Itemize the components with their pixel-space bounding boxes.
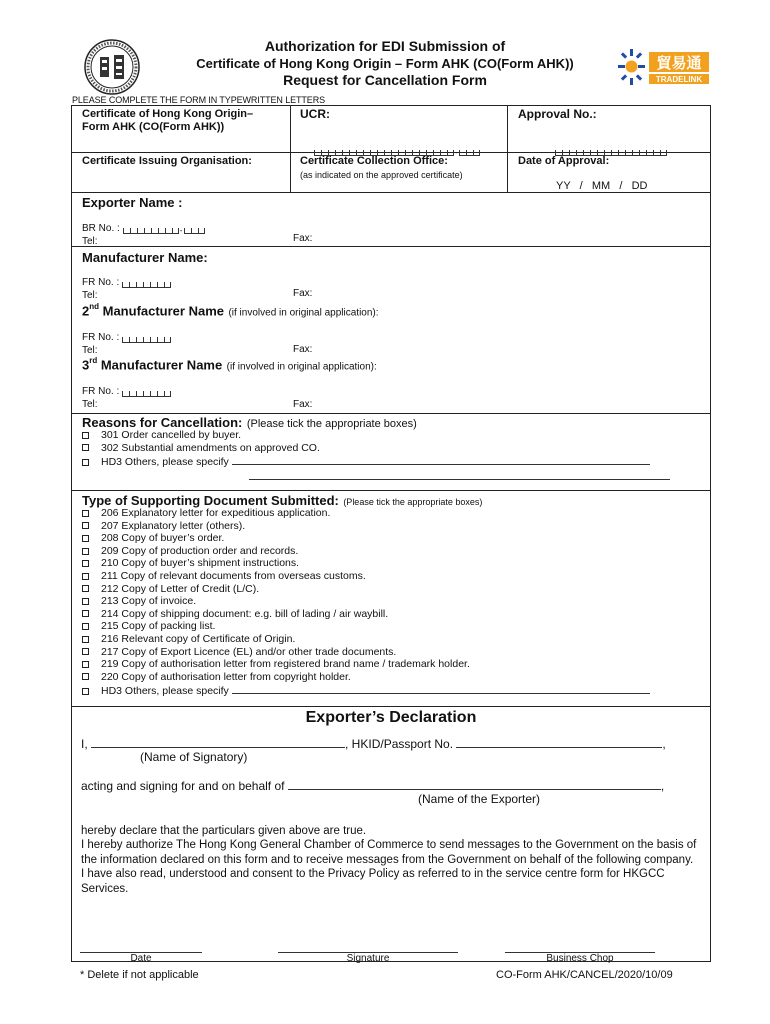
approval-no-label: Approval No.: bbox=[518, 107, 597, 121]
manufacturer3-ordinal: 3 bbox=[82, 357, 90, 373]
date-of-approval-label: Date of Approval: bbox=[518, 155, 610, 167]
acting-text: acting and signing for and on behalf of bbox=[81, 779, 285, 793]
manufacturer-fax-label: Fax: bbox=[293, 288, 313, 299]
list-item[interactable] bbox=[82, 608, 650, 621]
tradelink-chinese-wordmark: 貿易通 bbox=[656, 54, 702, 72]
checkbox[interactable] bbox=[82, 535, 89, 542]
manufacturer3-fr-label: FR No. : bbox=[82, 386, 120, 397]
list-item[interactable] bbox=[82, 507, 650, 520]
document-item-label: 219 Copy of authorisation letter from registered brand name / trademark holder. bbox=[101, 658, 470, 671]
manufacturer2-fax-label: Fax: bbox=[293, 344, 313, 355]
declaration-i-prefix: I, bbox=[81, 737, 88, 751]
manufacturer3-fr-field[interactable] bbox=[82, 386, 171, 397]
divider bbox=[71, 246, 711, 247]
checkbox[interactable] bbox=[82, 548, 89, 555]
form-code: CO-Form AHK/CANCEL/2020/10/09 bbox=[496, 969, 673, 981]
list-item[interactable] bbox=[82, 583, 650, 596]
list-item[interactable] bbox=[82, 520, 650, 533]
checkbox[interactable] bbox=[82, 661, 89, 668]
document-item-label: 209 Copy of production order and records. bbox=[101, 544, 299, 557]
ucr-input[interactable] bbox=[314, 138, 480, 156]
title-line-1: Authorization for EDI Submission of bbox=[264, 38, 506, 54]
br-no-label: BR No. : bbox=[82, 223, 120, 234]
ucr-separator: - bbox=[455, 148, 458, 157]
exporter-name-input[interactable] bbox=[288, 779, 661, 790]
reason-hd3-label: HD3 Others, please specify bbox=[101, 456, 229, 469]
date-format: YY / MM / DD bbox=[556, 180, 648, 192]
typewritten-instruction: PLEASE COMPLETE THE FORM IN TYPEWRITTEN LETTERS bbox=[72, 95, 326, 105]
checkbox[interactable] bbox=[82, 432, 89, 439]
declaration-heading: Exporter’s Declaration bbox=[305, 709, 477, 726]
exporter-line bbox=[81, 779, 664, 793]
document-item-label: 217 Copy of Export Licence (EL) and/or other trade documents. bbox=[101, 645, 397, 658]
approval-no-input[interactable] bbox=[555, 138, 667, 156]
reasons-heading-note: (Please tick the appropriate boxes) bbox=[246, 418, 417, 430]
reasons-list bbox=[82, 429, 650, 469]
list-item[interactable] bbox=[82, 595, 650, 608]
signatory-caption: (Name of Signatory) bbox=[140, 750, 248, 764]
document-item-label: 207 Explanatory letter (others). bbox=[101, 519, 246, 532]
hkid-trailing-comma: , bbox=[662, 737, 666, 751]
checkbox[interactable] bbox=[82, 648, 89, 655]
list-item[interactable] bbox=[82, 532, 650, 545]
exporter-name-label: Exporter Name : bbox=[82, 195, 183, 210]
list-item[interactable] bbox=[82, 570, 650, 583]
list-item[interactable] bbox=[82, 646, 650, 659]
list-item[interactable] bbox=[82, 429, 650, 442]
divider bbox=[507, 105, 508, 192]
exporter-caption: (Name of the Exporter) bbox=[418, 792, 541, 806]
checkbox[interactable] bbox=[82, 510, 89, 517]
document-item-label: 212 Copy of Letter of Credit (L/C). bbox=[101, 582, 260, 595]
manufacturer-name-label: Manufacturer Name: bbox=[82, 250, 208, 265]
reasons-heading-label: Reasons for Cancellation: bbox=[82, 415, 243, 430]
manufacturer2-fr-label: FR No. : bbox=[82, 332, 120, 343]
checkbox[interactable] bbox=[82, 573, 89, 580]
divider bbox=[71, 706, 711, 707]
tradelink-english-wordmark: TRADELINK bbox=[655, 75, 703, 84]
list-item[interactable] bbox=[82, 454, 650, 469]
manufacturer-fr-field[interactable] bbox=[82, 277, 171, 288]
documents-heading-note: (Please tick the appropriate boxes) bbox=[343, 497, 483, 507]
declaration-line-2: I hereby authorize The Hong Kong General Chamber of Commerce to send messages to the Government on the basis of the information declared on this form and to receive messages from the Government on behalf of the following company. bbox=[81, 839, 697, 866]
declaration-line-1: hereby declare that the particulars given above are true. bbox=[81, 825, 367, 837]
exporter-tel-label: Tel: bbox=[82, 236, 98, 247]
manufacturer3-fax-label: Fax: bbox=[293, 399, 313, 410]
checkbox[interactable] bbox=[82, 688, 89, 695]
collection-office-label: Certificate Collection Office: bbox=[300, 155, 448, 167]
signatory-name-input[interactable] bbox=[91, 737, 345, 748]
cert-type-label-line1: Certificate of Hong Kong Origin– bbox=[82, 108, 254, 120]
checkbox[interactable] bbox=[82, 522, 89, 529]
manufacturer3-note: (if involved in original application): bbox=[226, 361, 377, 373]
title-line-2: Certificate of Hong Kong Origin – Form AHK (CO(Form AHK)) bbox=[196, 56, 574, 71]
document-item-label: 208 Copy of buyer’s order. bbox=[101, 532, 225, 545]
reason-specify-line[interactable] bbox=[232, 454, 650, 465]
manufacturer-tel-label: Tel: bbox=[82, 290, 98, 301]
title-line-3: Request for Cancellation Form bbox=[283, 72, 487, 88]
list-item[interactable] bbox=[82, 671, 650, 684]
ucr-label: UCR: bbox=[300, 107, 330, 121]
manufacturer3-heading bbox=[82, 356, 377, 374]
divider bbox=[71, 490, 711, 491]
reason-specify-line-2[interactable] bbox=[249, 479, 670, 480]
manufacturer2-note: (if involved in original application): bbox=[228, 307, 379, 319]
manufacturer-fr-label: FR No. : bbox=[82, 277, 120, 288]
divider bbox=[71, 192, 711, 193]
declaration-body bbox=[81, 824, 711, 896]
checkbox[interactable] bbox=[82, 560, 89, 567]
tradelink-logo bbox=[617, 48, 712, 86]
reason-302-label: 302 Substantial amendments on approved CO. bbox=[101, 441, 320, 454]
document-item-label: 213 Copy of invoice. bbox=[101, 595, 197, 608]
br-separator: - bbox=[179, 226, 183, 235]
document-item-label: 220 Copy of authorisation letter from copyright holder. bbox=[101, 670, 351, 683]
document-item-label: 210 Copy of buyer’s shipment instructions. bbox=[101, 557, 300, 570]
divider bbox=[290, 105, 291, 192]
manufacturer3-name-label: Manufacturer Name bbox=[97, 357, 223, 373]
checkbox[interactable] bbox=[82, 610, 89, 617]
checkbox[interactable] bbox=[82, 636, 89, 643]
exporter-fax-label: Fax: bbox=[293, 233, 313, 244]
checkbox[interactable] bbox=[82, 585, 89, 592]
exporter-trailing-comma: , bbox=[660, 779, 665, 793]
hkid-label: , HKID/Passport No. bbox=[345, 737, 454, 751]
cert-type-label-line2: Form AHK (CO(Form AHK)) bbox=[82, 121, 225, 133]
business-chop-caption: Business Chop bbox=[546, 953, 614, 964]
checkbox[interactable] bbox=[82, 673, 89, 680]
document-item-label: HD3 Others, please specify bbox=[101, 685, 229, 698]
form-title-block bbox=[150, 38, 620, 89]
checkbox[interactable] bbox=[82, 623, 89, 630]
signature-caption: Signature bbox=[346, 953, 390, 964]
document-item-label: 206 Explanatory letter for expeditious application. bbox=[101, 507, 331, 519]
hkid-input[interactable] bbox=[456, 737, 662, 748]
list-item[interactable] bbox=[82, 683, 650, 698]
list-item[interactable] bbox=[82, 545, 650, 558]
list-item[interactable] bbox=[82, 620, 650, 633]
checkbox[interactable] bbox=[82, 459, 89, 466]
document-item-label: 215 Copy of packing list. bbox=[101, 620, 216, 633]
manufacturer2-ordinal-suffix: nd bbox=[89, 302, 100, 311]
hkgcc-seal-logo bbox=[83, 38, 141, 96]
manufacturer2-fr-field[interactable] bbox=[82, 332, 171, 343]
checkbox[interactable] bbox=[82, 598, 89, 605]
br-no-field[interactable] bbox=[82, 223, 205, 234]
list-item[interactable] bbox=[82, 557, 650, 570]
signatory-line bbox=[81, 737, 666, 751]
list-item[interactable] bbox=[82, 442, 650, 455]
document-item-label: 216 Relevant copy of Certificate of Origin. bbox=[101, 632, 296, 645]
list-item[interactable] bbox=[82, 633, 650, 646]
reason-301-label: 301 Order cancelled by buyer. bbox=[101, 429, 242, 441]
document-item-label: 211 Copy of relevant documents from overseas customs. bbox=[101, 569, 366, 582]
documents-heading-label: Type of Supporting Document Submitted: bbox=[82, 493, 339, 508]
manufacturer3-tel-label: Tel: bbox=[82, 399, 98, 410]
checkbox[interactable] bbox=[82, 444, 89, 451]
manufacturer3-ordinal-suffix: rd bbox=[89, 356, 98, 365]
manufacturer2-tel-label: Tel: bbox=[82, 345, 98, 356]
manufacturer2-heading bbox=[82, 302, 379, 320]
document-specify-line[interactable] bbox=[232, 683, 650, 694]
list-item[interactable] bbox=[82, 658, 650, 671]
manufacturer2-name-label: Manufacturer Name bbox=[99, 303, 224, 319]
date-caption: Date bbox=[130, 953, 152, 964]
issuing-org-label: Certificate Issuing Organisation: bbox=[82, 155, 252, 167]
manufacturer2-ordinal: 2 bbox=[82, 303, 90, 319]
footer-note: * Delete if not applicable bbox=[80, 969, 199, 981]
documents-list bbox=[82, 507, 650, 698]
document-item-label: 214 Copy of shipping document: e.g. bill of lading / air waybill. bbox=[101, 607, 389, 620]
declaration-line-3: I have also read, understood and consent to the Privacy Policy as referred to in the service centre form for HKGCC Services. bbox=[81, 868, 665, 895]
collection-office-note: (as indicated on the approved certificate) bbox=[300, 170, 463, 180]
